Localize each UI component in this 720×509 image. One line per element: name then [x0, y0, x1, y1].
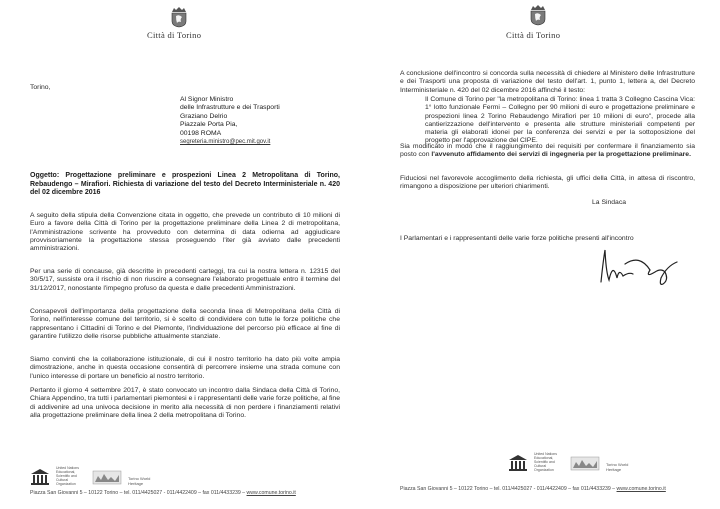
paragraph: Pertanto il giorno 4 settembre 2017, è stato convocato un incontro dalla Sindaca della Città di Torino, Chiara Appendino, tra tutti i parlamentari piemontesi e i rappresentanti delle varie forze politiche, al fine di addivenire ad una univoca decisione in merito alla necessità di non perdere i finanziamenti relativi alla progettazione preliminare della linea 2 della metropolitana di Torino. [30, 387, 340, 419]
footer-logos [508, 452, 638, 472]
addressee-block [180, 96, 345, 146]
city-crest-icon [170, 6, 188, 28]
heritage-site-icon [92, 468, 122, 486]
footer-address [400, 486, 666, 492]
heritage-caption: Torino World Heritage [128, 476, 151, 486]
handwritten-signature [595, 242, 685, 292]
footer-address-text: Piazza San Giovanni 5 – 10122 Torino – tel. 011/4425027 - 011/4422409 – fax 011/4433239 – [30, 490, 247, 496]
addressee-line: Graziano Delrio [180, 112, 228, 120]
paragraph-normal: Sia modificato in modo che il raggiungimento dei requisiti per confermare il finanziamento sia posto con [400, 143, 695, 159]
footer-address-text: Piazza San Giovanni 5 – 10122 Torino – tel. 011/4425027 - 011/4422409 – fax 011/4433239 – [400, 486, 617, 492]
footer-logos [30, 466, 160, 486]
addressee-email-link[interactable]: segreteria.ministro@pec.mit.gov.it [180, 139, 271, 146]
unesco-caption: United Nations Educational, Scientific and Cultural Organization [534, 452, 557, 472]
paragraph: Consapevoli dell'importanza della progettazione della seconda linea di Metropolitana della Città di Torino, nell'interesse comune del territorio, si è scelto di condividere con tutte le forze politiche che rappresentano i Cittadini di Torino e del Piemonte, l'individuazione del percorso più efficace al fine di garantire l'utilizzo delle risorse pubbliche attualmente stanziate. [30, 308, 340, 340]
quoted-text: Il Comune di Torino per "la metropolitana di Torino: linea 1 tratta 3 Collegno Cascina Vica: 1° lotto funzionale Fermi – Collegno per 90 milioni di euro e progettazione preliminare e prospezioni linea 2 Torino Rebaudengo Mirafiori per 10 milioni di euro", procede alla cantierizzazione dell'intervento e presenta alle strutture ministeriali competenti per materia gli elaborati idonei per la conferenza dei servizi e per la sottoposizione del progetto per l'approvazione del CIPE. [425, 96, 695, 145]
paragraph: Fiduciosi nel favorevole accoglimento della richiesta, gli uffici della Città, in attesa di riscontro, rimangono a disposizione per ulteriori chiarimenti. [400, 175, 695, 191]
addressee-line: 00198 ROMA [180, 129, 222, 137]
paragraph: Siamo convinti che la collaborazione istituzionale, di cui il nostro territorio ha dato più volte ampia dimostrazione, anche in questa occasione consentirà di percorrere insieme una strada comune con l'unico interesse di portare un beneficio al nostro territorio. [30, 356, 340, 380]
footer-url-link[interactable]: www.comune.torino.it [246, 490, 296, 496]
unesco-caption: United Nations Educational, Scientific and Cultural Organization [56, 466, 79, 486]
paragraph: A conclusione dell'incontro si concorda sulla necessità di chiedere al Ministero delle Infrastrutture e dei Trasporti una proposta di variazione del testo dell'art. 1, punto 1, lettera a, del Decreto Interministeriale n. 420 del 02 dicembre 2016 affinché il testo: [400, 70, 695, 94]
parliament-note: I Parlamentari e i rappresentanti delle varie forze politiche presenti all'incontro [400, 235, 634, 242]
footer-address [30, 490, 296, 496]
paragraph: A seguito della stipula della Convenzione citata in oggetto, che prevede un contributo di 10 milioni di Euro a favore della Città di Torino per la progettazione preliminare della Linea 2 di metropolitana, l'Amministrazione scrivente ha provveduto con determina di data odierna ad aggiudicare provvisoriamente la progettazione stessa proseguendo l'iter già avviato dalle precedenti amministrazioni. [30, 212, 340, 253]
letter-page-2 [360, 0, 720, 509]
org-name: Città di Torino [147, 30, 202, 40]
addressee-line: Piazzale Porta Pia, [180, 121, 238, 129]
footer-url-link[interactable]: www.comune.torino.it [616, 486, 666, 492]
letter-subject: Oggetto: Progettazione preliminare e prospezioni Linea 2 Metropolitana di Torino, Rebaudengo – Mirafiori. Richiesta di variazione del testo del Decreto Interministeriale n. 420 del 02 dicembre 2016 [30, 172, 340, 197]
closing-signature-title: La Sindaca [592, 199, 627, 206]
unesco-logo-icon [508, 454, 528, 472]
paragraph: Per una serie di concause, già descritte in precedenti carteggi, tra cui la nostra lettera n. 12315 del 30/5/17, sussiste ora il rischio di non riuscire a consegnare l'elaborato progettuale entro il termine del 31/12/2017, nonostante l'impegno profuso da questa e dalle precedenti Amministrazioni. [30, 268, 340, 292]
place: Torino, [30, 84, 51, 91]
heritage-site-icon [570, 454, 600, 472]
unesco-logo-icon [30, 468, 50, 486]
paragraph-bold: l'avvenuto affidamento dei servizi di ingegneria per la progettazione preliminare. [431, 151, 691, 159]
addressee-line: Al Signor Ministro [180, 96, 234, 103]
city-crest-icon [529, 4, 547, 26]
paragraph [400, 143, 695, 160]
org-name: Città di Torino [506, 30, 561, 40]
addressee-line: delle Infrastrutture e dei Trasporti [180, 104, 280, 112]
heritage-caption: Torino World Heritage [606, 462, 629, 472]
